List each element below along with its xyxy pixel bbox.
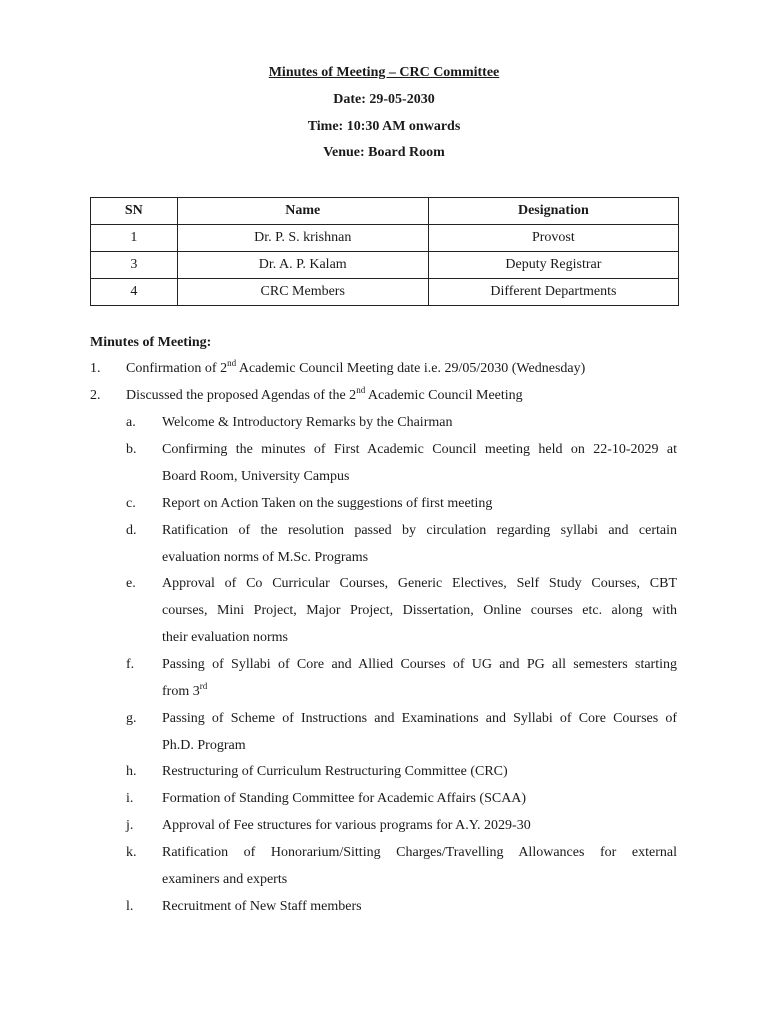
table-row xyxy=(91,252,679,279)
agenda-line: Ph.D. Program xyxy=(162,738,246,753)
item-text-part: Academic Council Meeting xyxy=(365,388,523,403)
agenda-letter: i. xyxy=(126,791,134,806)
cell-name: Dr. P. S. krishnan xyxy=(177,225,428,252)
agenda-line: Report on Action Taken on the suggestions of first meeting xyxy=(162,496,493,511)
agenda-line: their evaluation norms xyxy=(162,630,288,645)
agenda-letter: k. xyxy=(126,845,137,860)
ordinal-superscript: rd xyxy=(199,681,208,691)
item-text xyxy=(126,387,681,405)
column-header-name: Name xyxy=(177,198,428,225)
agenda-line: Restructuring of Curriculum Restructuring Committee (CRC) xyxy=(162,764,508,779)
meeting-date: Date: 29-05-2030 xyxy=(333,92,435,107)
agenda-line: Welcome & Introductory Remarks by the Chairman xyxy=(162,415,453,430)
agenda-line: Ratification of the resolution passed by circulation regarding syllabi and certain xyxy=(162,523,677,538)
table-header-row xyxy=(91,198,679,225)
table-row xyxy=(91,279,679,306)
agenda-line: courses, Mini Project, Major Project, Dissertation, Online courses etc. along with xyxy=(162,603,677,618)
item-text-part: Academic Council Meeting date i.e. 29/05/2030 (Wednesday) xyxy=(236,361,586,376)
agenda-letter: f. xyxy=(126,657,135,672)
ordinal-superscript: nd xyxy=(356,385,366,395)
agenda-line: examiners and experts xyxy=(162,872,288,887)
agenda-line: Formation of Standing Committee for Academic Affairs (SCAA) xyxy=(162,791,527,806)
agenda-letter: j. xyxy=(126,818,134,833)
cell-name: Dr. A. P. Kalam xyxy=(177,252,428,279)
cell-sn: 4 xyxy=(91,279,178,306)
item-text-part: Discussed the proposed Agendas of the 2 xyxy=(126,388,357,403)
item-number: 2. xyxy=(90,388,101,403)
column-header-sn: SN xyxy=(91,198,178,225)
cell-sn: 3 xyxy=(91,252,178,279)
agenda-letter: a. xyxy=(126,415,136,430)
attendees-table xyxy=(90,197,679,306)
item-text-part: Confirmation of 2 xyxy=(126,361,228,376)
agenda-line xyxy=(162,683,677,701)
agenda-line: Board Room, University Campus xyxy=(162,469,350,484)
agenda-letter: l. xyxy=(126,899,134,914)
cell-designation: Different Departments xyxy=(428,279,678,306)
agenda-letter: h. xyxy=(126,764,137,779)
meeting-time: Time: 10:30 AM onwards xyxy=(307,119,461,134)
agenda-line: Approval of Co Curricular Courses, Generic Electives, Self Study Courses, CBT xyxy=(162,576,677,591)
agenda-letter: c. xyxy=(126,496,136,511)
cell-designation: Provost xyxy=(428,225,678,252)
agenda-line-part: from 3 xyxy=(162,684,200,699)
ordinal-superscript: nd xyxy=(227,358,237,368)
agenda-line: Passing of Scheme of Instructions and Examinations and Syllabi of Core Courses of xyxy=(162,711,677,726)
agenda-line: Recruitment of New Staff members xyxy=(162,899,362,914)
cell-designation: Deputy Registrar xyxy=(428,252,678,279)
item-text xyxy=(126,360,681,378)
agenda-line: Ratification of Honorarium/Sitting Charges/Travelling Allowances for external xyxy=(162,845,677,860)
agenda-line: Passing of Syllabi of Core and Allied Courses of UG and PG all semesters starting xyxy=(162,657,677,672)
agenda-line: evaluation norms of M.Sc. Programs xyxy=(162,550,369,565)
column-header-designation: Designation xyxy=(428,198,678,225)
cell-sn: 1 xyxy=(91,225,178,252)
cell-name: CRC Members xyxy=(177,279,428,306)
agenda-letter: d. xyxy=(126,523,137,538)
agenda-line: Approval of Fee structures for various programs for A.Y. 2029-30 xyxy=(162,818,531,833)
meeting-venue: Venue: Board Room xyxy=(323,145,445,160)
agenda-line: Confirming the minutes of First Academic Council meeting held on 22-10-2029 at xyxy=(162,442,677,457)
minutes-heading: Minutes of Meeting: xyxy=(90,335,212,350)
agenda-letter: b. xyxy=(126,442,137,457)
table-row xyxy=(91,225,679,252)
item-number: 1. xyxy=(90,361,101,376)
document-title: Minutes of Meeting – CRC Committee xyxy=(268,65,500,80)
agenda-letter: g. xyxy=(126,711,137,726)
agenda-letter: e. xyxy=(126,576,136,591)
